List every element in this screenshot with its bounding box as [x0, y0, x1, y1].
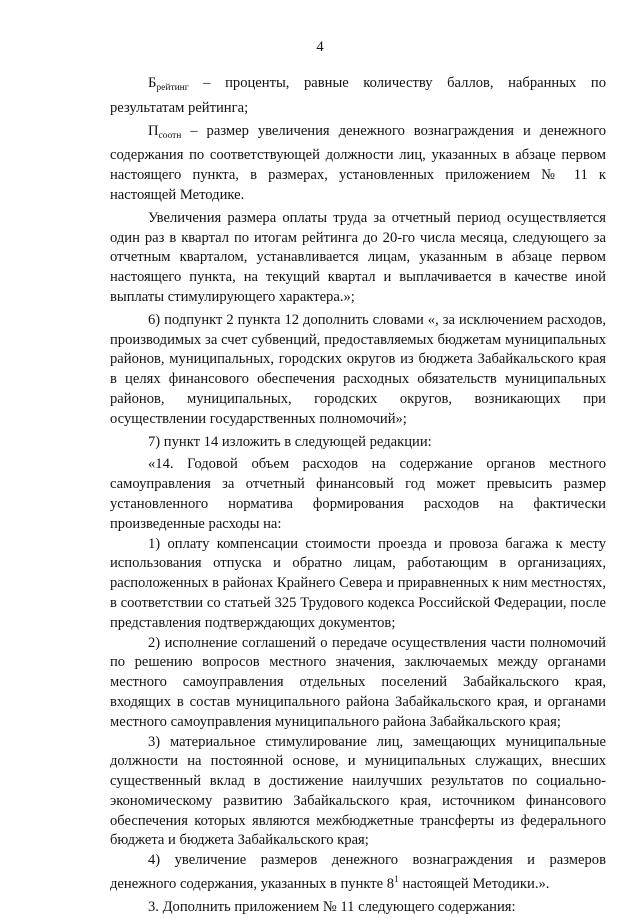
paragraph-subitem-7: 7) пункт 14 изложить в следующей редакции: [148, 433, 432, 450]
list-item-4-tail: настоящей Методики.». [398, 876, 550, 893]
formula-symbol: П [148, 122, 159, 139]
paragraph-section-3: 3. Дополнить приложением № 11 следующего содержания: [148, 898, 516, 915]
formula-term-text: – размер увеличения денежного вознаграждения и денежного содержания по соответствующей должности лиц, указанных в абзаце первом настоящего пункта, в размерах, установленных приложением № 11 к настоящей Методике. [110, 122, 606, 203]
paragraph-subitem-6: 6) подпункт 2 пункта 12 дополнить словами «, за исключением расходов, производимых за счет субвенций, предоставляемых бюджетам муниципальных районов, муниципальных, городских округов из бюджета Забайкальского края в целях финансового обеспечения расходных обязательств муниципальных районов, муниципальных, городских округов, возникающих при осуществлении государственных полномочий»; [110, 311, 606, 427]
list-item-4 [110, 851, 606, 895]
formula-symbol-subscript: рейтинг [156, 83, 189, 93]
formula-term-text: – проценты, равные количеству баллов, набранных по результатам рейтинга; [110, 75, 606, 116]
superscript-marker: 1 [394, 875, 399, 886]
document-body [110, 74, 606, 918]
formula-term-rating [110, 74, 606, 119]
paragraph-point-14: «14. Годовой объем расходов на содержание органов местного самоуправления за отчетный финансовый год может превысить размер установленного норматива формирования расходов на фактически произведенные расходы на: [110, 456, 606, 532]
page-number: 4 [316, 39, 324, 55]
paragraph-increase-procedure: Увеличения размера оплаты труда за отчетный период осуществляется один раз в квартал по итогам рейтинга до 20-го числа месяца, следующего за отчетным кварталом, устанавливается лицам, указанным в абзаце первом настоящего пункта, на текущий квартал и выплачивается в качестве иной выплаты стимулирующего характера.»; [110, 209, 606, 305]
list-item-1: 1) оплату компенсации стоимости проезда и провоза багажа к месту использования отпуска и обратно лицам, работающим в организациях, расположенных в районах Крайнего Севера и приравненных к ним местностях, в соответствии со статьей 325 Трудового кодекса Российской Федерации, после представления подтверждающих документов; [110, 535, 606, 631]
list-item-2: 2) исполнение соглашений о передаче осуществления части полномочий по решению вопросов местного значения, заключаемых между органами местного самоуправления отдельных поселений Забайкальского края, входящих в состав муниципального района Забайкальского края, и органами местного самоуправления муниципального района Забайкальского края; [110, 634, 606, 730]
list-item-4-text: 4) увеличение размеров денежного вознаграждения и размеров денежного содержания, указанных в пункте 8 [110, 852, 606, 893]
list-item-3: 3) материальное стимулирование лиц, замещающих муниципальные должности на постоянной основе, и муниципальных служащих, внесших существенный вклад в достижение наилучших результатов по социально-экономическому развитию Забайкальского края, источником финансового обеспечения которых являются межбюджетные трансферты из федерального бюджета и бюджета Забайкальского края; [110, 733, 606, 849]
formula-symbol: Б [148, 75, 157, 91]
formula-symbol-subscript: соотн [158, 130, 182, 141]
formula-term-increase [110, 122, 606, 206]
